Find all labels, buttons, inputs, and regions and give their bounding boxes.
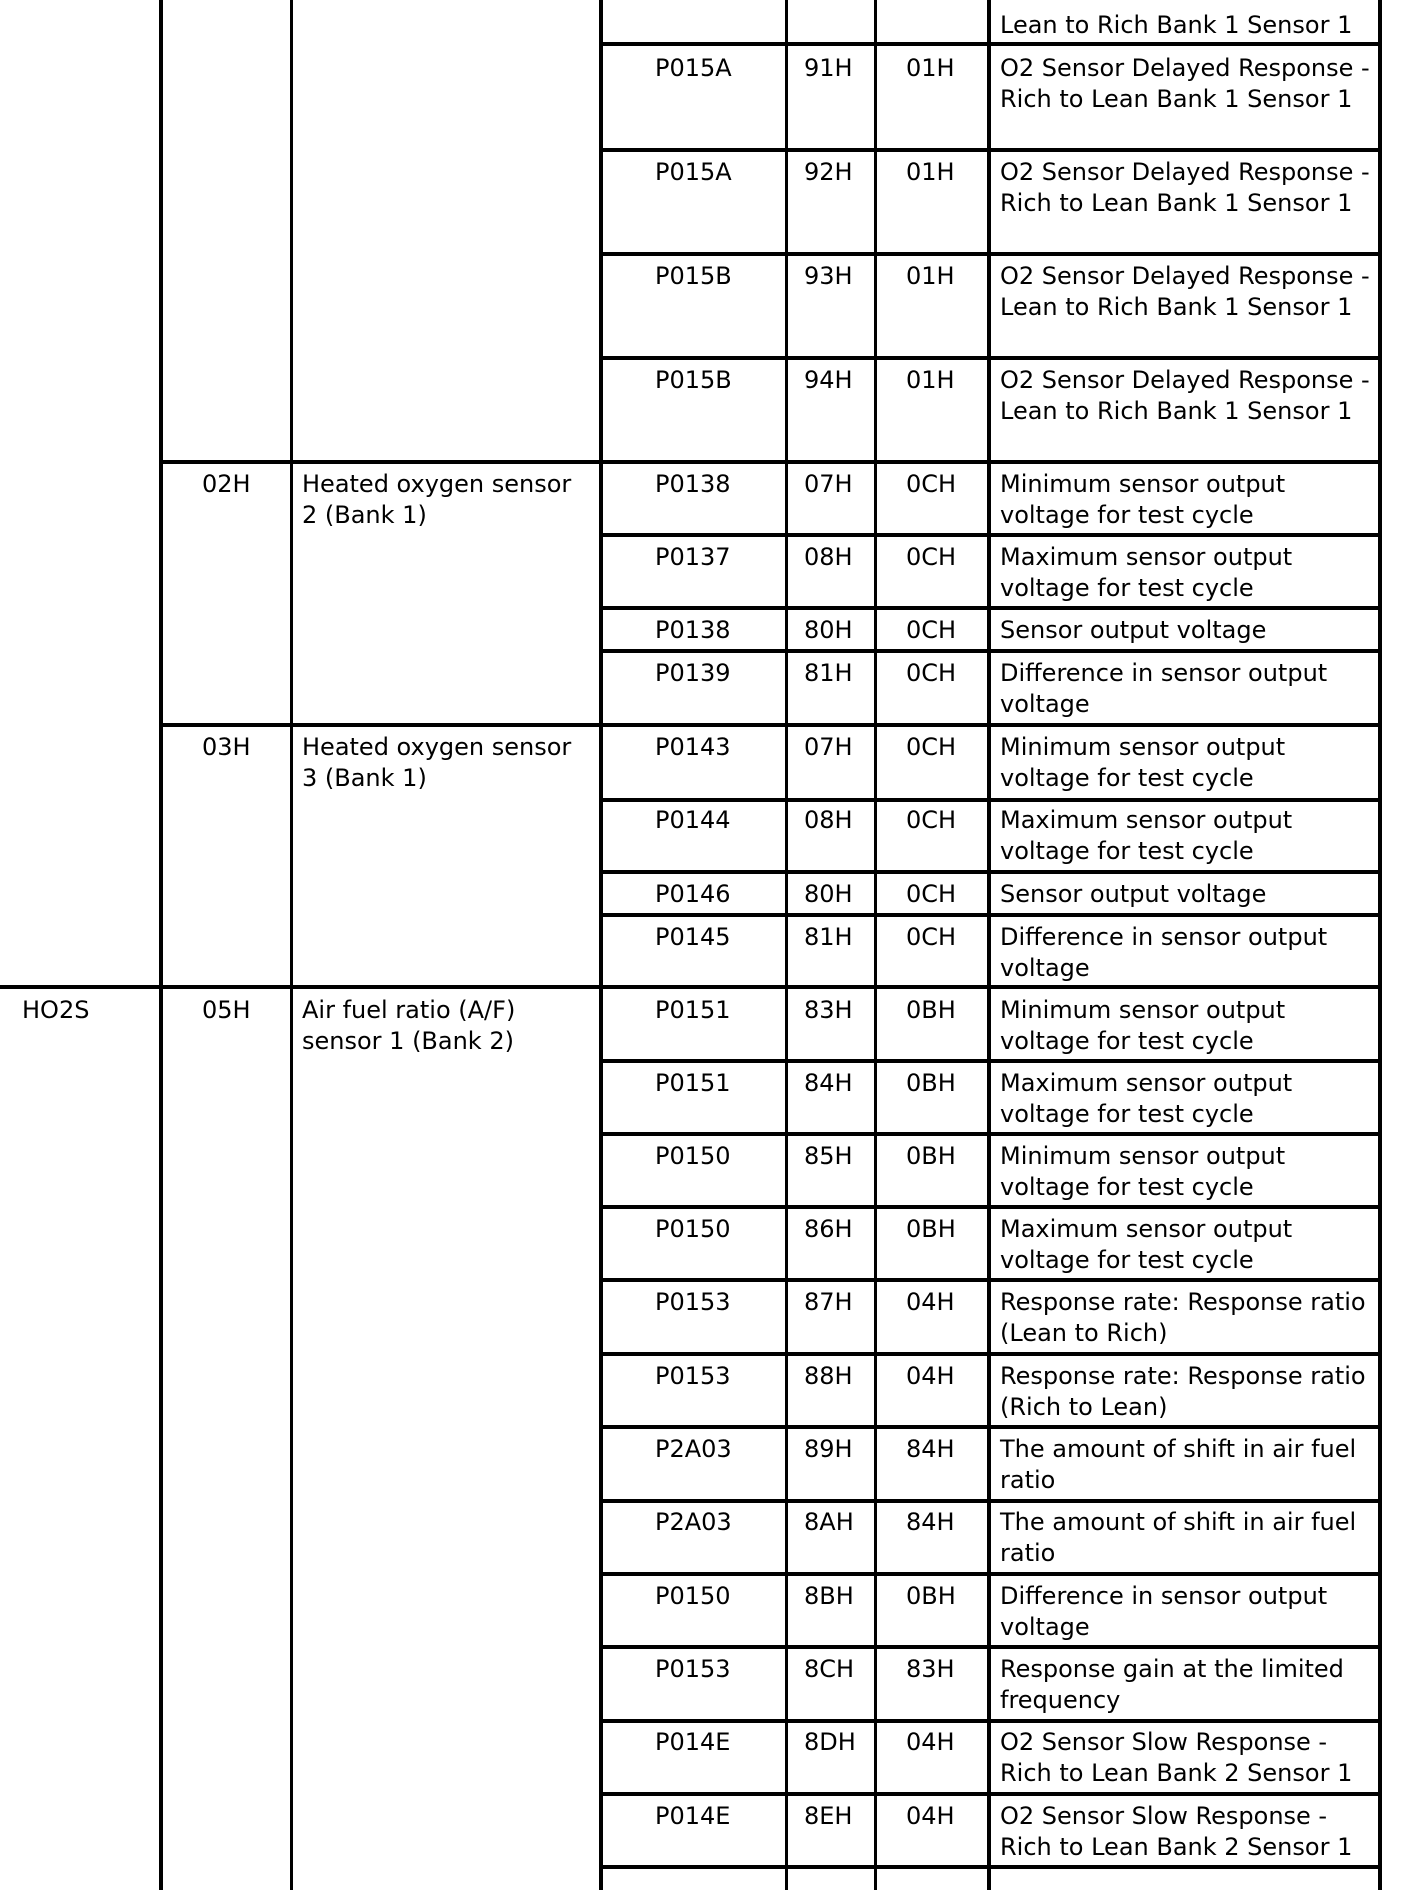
description-cell: Lean to Rich Bank 1 Sensor 1	[1000, 11, 1353, 39]
description-cell: Minimum sensor output voltage for test cycle	[1000, 733, 1293, 792]
description-cell: Maximum sensor output voltage for test cycle	[1000, 1215, 1300, 1274]
dtc-cell: P0153	[655, 1288, 731, 1316]
dtc-cell: P015B	[655, 262, 732, 290]
column-line	[785, 0, 788, 1890]
unit-cell: 0BH	[906, 1215, 956, 1243]
description-cell: Minimum sensor output voltage for test cycle	[1000, 470, 1293, 529]
unit-cell: 0CH	[906, 470, 957, 498]
row-divider	[0, 985, 1382, 989]
monitor-name-cell: Air fuel ratio (A/F) sensor 1 (Bank 2)	[302, 996, 523, 1055]
row-divider	[599, 870, 1382, 874]
unit-cell: 0BH	[906, 1069, 956, 1097]
dtc-cell: P0150	[655, 1582, 731, 1610]
unit-cell: 01H	[906, 158, 955, 186]
unit-cell: 01H	[906, 262, 955, 290]
monitor-id-cell: 05H	[202, 996, 251, 1024]
dtc-cell: P0151	[655, 996, 731, 1024]
test-id-cell: 8BH	[804, 1582, 854, 1610]
unit-cell: 0BH	[906, 996, 956, 1024]
unit-cell: 0CH	[906, 923, 957, 951]
unit-cell: 0BH	[906, 1142, 956, 1170]
dtc-cell: P0145	[655, 923, 731, 951]
test-id-cell: 81H	[804, 659, 853, 687]
monitor-name-cell: Heated oxygen sensor 2 (Bank 1)	[302, 470, 579, 529]
test-id-cell: 94H	[804, 366, 853, 394]
row-divider	[599, 1792, 1382, 1796]
dtc-cell: P015A	[655, 158, 732, 186]
row-divider	[599, 798, 1382, 802]
row-divider	[599, 1572, 1382, 1576]
dtc-cell: P0143	[655, 733, 731, 761]
test-id-cell: 8DH	[804, 1728, 856, 1756]
unit-cell: 84H	[906, 1508, 955, 1536]
system-name-cell: HO2S	[22, 996, 90, 1024]
row-divider	[599, 1205, 1382, 1209]
description-cell: O2 Sensor Delayed Response - Lean to Rich Bank 1 Sensor 1	[1000, 366, 1378, 425]
unit-cell: 0CH	[906, 616, 957, 644]
dtc-cell: P0151	[655, 1069, 731, 1097]
test-id-cell: 88H	[804, 1362, 853, 1390]
dtc-cell: P0150	[655, 1215, 731, 1243]
unit-cell: 0CH	[906, 543, 957, 571]
test-id-cell: 83H	[804, 996, 853, 1024]
test-id-cell: 80H	[804, 880, 853, 908]
test-id-cell: 87H	[804, 1288, 853, 1316]
row-divider	[599, 252, 1382, 256]
dtc-cell: P0153	[655, 1362, 731, 1390]
dtc-cell: P015B	[655, 366, 732, 394]
description-cell: Difference in sensor output voltage	[1000, 1582, 1335, 1641]
description-cell: O2 Sensor Delayed Response - Rich to Lean Bank 1 Sensor 1	[1000, 158, 1378, 217]
row-divider	[159, 723, 1382, 727]
monitor-id-cell: 02H	[202, 470, 251, 498]
dtc-cell: P015A	[655, 54, 732, 82]
unit-cell: 0CH	[906, 733, 957, 761]
dtc-cell: P0153	[655, 1655, 731, 1683]
dtc-cell: P014E	[655, 1802, 731, 1830]
description-cell: O2 Sensor Slow Response - Rich to Lean Bank 2 Sensor 1	[1000, 1802, 1353, 1861]
row-divider	[599, 1865, 1382, 1869]
row-divider	[599, 148, 1382, 152]
dtc-cell: P2A03	[655, 1435, 732, 1463]
description-cell: Response rate: Response ratio (Lean to Rich)	[1000, 1288, 1374, 1347]
test-id-cell: 91H	[804, 54, 853, 82]
description-cell: Response rate: Response ratio (Rich to Lean)	[1000, 1362, 1374, 1421]
dtc-cell: P0150	[655, 1142, 731, 1170]
unit-cell: 04H	[906, 1802, 955, 1830]
test-id-cell: 8AH	[804, 1508, 854, 1536]
description-cell: Minimum sensor output voltage for test cycle	[1000, 1142, 1293, 1201]
row-divider	[599, 1719, 1382, 1723]
dtc-cell: P014E	[655, 1728, 731, 1756]
column-line	[874, 0, 877, 1890]
row-divider	[599, 42, 1382, 46]
row-divider	[599, 1352, 1382, 1356]
row-divider	[599, 1278, 1382, 1282]
test-id-cell: 07H	[804, 470, 853, 498]
monitor-name-cell: Heated oxygen sensor 3 (Bank 1)	[302, 733, 579, 792]
unit-cell: 04H	[906, 1362, 955, 1390]
description-cell: Difference in sensor output voltage	[1000, 659, 1335, 718]
description-cell: Difference in sensor output voltage	[1000, 923, 1335, 982]
row-divider	[599, 913, 1382, 917]
description-cell: Response gain at the limited frequency	[1000, 1655, 1352, 1714]
test-id-cell: 81H	[804, 923, 853, 951]
row-divider	[599, 533, 1382, 537]
row-divider	[599, 1499, 1382, 1503]
row-divider	[159, 460, 1382, 464]
row-divider	[599, 606, 1382, 610]
column-line	[987, 0, 991, 1890]
description-cell: O2 Sensor Delayed Response - Rich to Lean Bank 1 Sensor 1	[1000, 54, 1378, 113]
row-divider	[599, 649, 1382, 653]
description-cell: Sensor output voltage	[1000, 880, 1267, 908]
test-id-cell: 8EH	[804, 1802, 853, 1830]
test-id-cell: 92H	[804, 158, 853, 186]
description-cell: Maximum sensor output voltage for test cycle	[1000, 1069, 1300, 1128]
test-id-cell: 8CH	[804, 1655, 855, 1683]
test-id-cell: 84H	[804, 1069, 853, 1097]
test-id-cell: 08H	[804, 543, 853, 571]
unit-cell: 0CH	[906, 659, 957, 687]
unit-cell: 0BH	[906, 1582, 956, 1610]
unit-cell: 84H	[906, 1435, 955, 1463]
dtc-cell: P2A03	[655, 1508, 732, 1536]
test-id-cell: 85H	[804, 1142, 853, 1170]
column-line	[599, 0, 603, 1890]
dtc-cell: P0137	[655, 543, 731, 571]
dtc-cell: P0139	[655, 659, 731, 687]
description-cell: Maximum sensor output voltage for test cycle	[1000, 543, 1300, 602]
unit-cell: 01H	[906, 54, 955, 82]
description-cell: O2 Sensor Slow Response - Rich to Lean Bank 2 Sensor 1	[1000, 1728, 1353, 1787]
dtc-cell: P0138	[655, 616, 731, 644]
column-line	[159, 0, 163, 1890]
test-id-cell: 86H	[804, 1215, 853, 1243]
monitor-id-cell: 03H	[202, 733, 251, 761]
row-divider	[599, 1425, 1382, 1429]
unit-cell: 0CH	[906, 806, 957, 834]
row-divider	[599, 1059, 1382, 1063]
test-id-cell: 89H	[804, 1435, 853, 1463]
unit-cell: 01H	[906, 366, 955, 394]
dtc-cell: P0144	[655, 806, 731, 834]
unit-cell: 04H	[906, 1288, 955, 1316]
unit-cell: 04H	[906, 1728, 955, 1756]
row-divider	[599, 356, 1382, 360]
test-id-cell: 07H	[804, 733, 853, 761]
description-cell: The amount of shift in air fuel ratio	[1000, 1508, 1364, 1567]
dtc-cell: P0146	[655, 880, 731, 908]
unit-cell: 0CH	[906, 880, 957, 908]
test-id-cell: 08H	[804, 806, 853, 834]
dtc-cell: P0138	[655, 470, 731, 498]
unit-cell: 83H	[906, 1655, 955, 1683]
test-id-cell: 93H	[804, 262, 853, 290]
test-id-cell: 80H	[804, 616, 853, 644]
column-line	[290, 0, 293, 1890]
description-cell: Minimum sensor output voltage for test cycle	[1000, 996, 1293, 1055]
description-cell: Sensor output voltage	[1000, 616, 1267, 644]
row-divider	[599, 1132, 1382, 1136]
description-cell: Maximum sensor output voltage for test cycle	[1000, 806, 1300, 865]
description-cell: The amount of shift in air fuel ratio	[1000, 1435, 1364, 1494]
description-cell: O2 Sensor Delayed Response - Lean to Rich Bank 1 Sensor 1	[1000, 262, 1378, 321]
row-divider	[599, 1645, 1382, 1649]
